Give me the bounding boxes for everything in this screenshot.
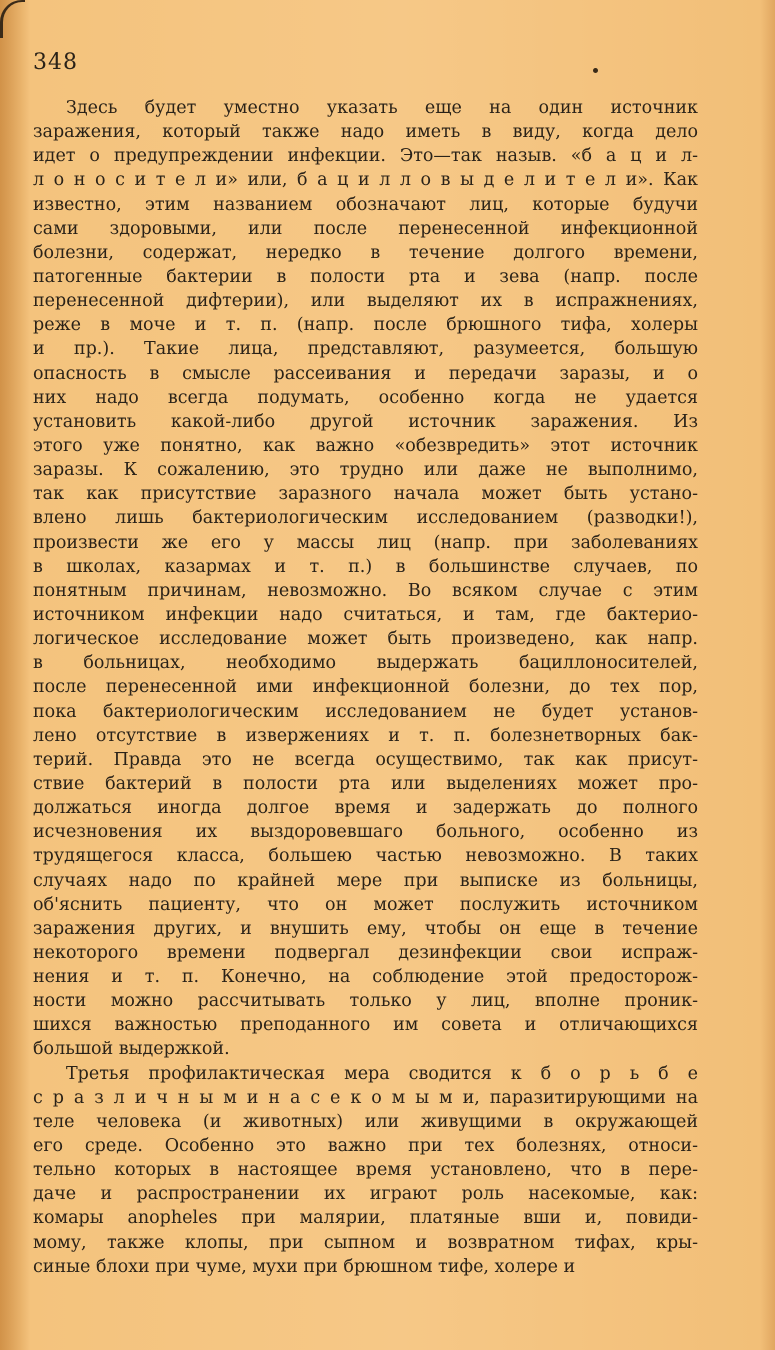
text-line: перенесенной дифтерии), или выделяют их в испражнениях, — [33, 291, 698, 312]
text-line: об'яснить пациенту, что он может послужить источником — [33, 894, 698, 915]
text-line: некоторого времени подвергал дезинфекции свои испраж- — [33, 942, 698, 963]
text-line: сами здоровыми, или после перенесенной инфекционной — [33, 218, 698, 239]
text-line: заражения, который также надо иметь в виду, когда дело — [33, 122, 698, 143]
text-line: исчезновения их выздоровевшаго больного, особенно из — [33, 822, 698, 843]
text-line: случаях надо по крайней мере при выписке из больницы, — [33, 870, 698, 891]
text-line: теле человека (и животных) или живущими в окружающей — [33, 1111, 698, 1132]
page-edge-shadow — [0, 0, 30, 1350]
text-line: его среде. Особенно это важно при тех болезнях, относи- — [33, 1136, 698, 1157]
text-line: нения и т. п. Конечно, на соблюдение этой предосторож- — [33, 967, 698, 988]
text-line: идет о предупреждении инфекции. Это—так назыв. «б а ц и л- — [33, 146, 698, 167]
body-text — [33, 96, 698, 1279]
text-line: тельно которых в настоящее время установлено, что в пере- — [33, 1160, 698, 1181]
text-line: ствие бактерий в полости рта или выделениях может про- — [33, 773, 698, 794]
text-line: трудящегося класса, большею частью невозможно. В таких — [33, 846, 698, 867]
text-line: с р а з л и ч н ы м и н а с е к о м ы м и, паразитирующими на — [33, 1087, 698, 1108]
text-line: заражения других, и внушить ему, чтобы он еще в течение — [33, 918, 698, 939]
text-line: комары anopheles при малярии, платяные вши и, повиди- — [33, 1208, 698, 1229]
text-line: источником инфекции надо считаться, и там, где бактерио- — [33, 604, 698, 625]
text-line: шихся важностью преподанного им совета и отличающихся — [33, 1015, 698, 1036]
text-line: пока бактериологическим исследованием не будет установ- — [33, 701, 698, 722]
text-line: произвести же его у массы лиц (напр. при заболеваниях — [33, 532, 698, 553]
text-line: влено лишь бактериологическим исследованием (разводки!), — [33, 508, 698, 529]
text-line: после перенесенной ими инфекционной болезни, до тех пор, — [33, 677, 698, 698]
text-line: л о н о с и т е л и» или, б а ц и л л о в ы д е л и т е л и». Как — [33, 170, 698, 191]
text-line: и пр.). Такие лица, представляют, разумеется, большую — [33, 339, 698, 360]
text-line: большой выдержкой. — [33, 1039, 230, 1060]
text-line: в школах, казармах и т. п.) в большинстве случаев, по — [33, 556, 698, 577]
text-line: понятным причинам, невозможно. Во всяком случае с этим — [33, 580, 698, 601]
text-line: этого уже понятно, как важно «обезвредить» этот источник — [33, 435, 698, 456]
text-line: мому, также клопы, при сыпном и возвратном тифах, кры- — [33, 1232, 698, 1253]
text-line: должаться иногда долгое время и задержать до полного — [33, 798, 698, 819]
text-line: болезни, содержат, нередко в течение долгого времени, — [33, 242, 698, 263]
text-line: терий. Правда это не всегда осуществимо, так как присут- — [33, 749, 698, 770]
text-line: лено отсутствие в извержениях и т. п. болезнетворных бак- — [33, 725, 698, 746]
text-line: опасность в смысле рассеивания и передачи заразы, и о — [33, 363, 698, 384]
text-line: Третья профилактическая мера сводится к б о р ь б е — [66, 1063, 698, 1084]
text-line: ности можно рассчитывать только у лиц, вполне проник- — [33, 991, 698, 1012]
text-line: даче и распространении их играют роль насекомые, как: — [33, 1184, 698, 1205]
ink-speck — [593, 68, 598, 73]
paragraph-2 — [33, 1062, 698, 1279]
text-line: установить какой-либо другой источник заражения. Из — [33, 411, 698, 432]
text-line: синые блохи при чуме, мухи при брюшном тифе, холере и — [33, 1256, 576, 1277]
text-line: логическое исследование может быть произведено, как напр. — [33, 629, 698, 650]
text-line: известно, этим названием обозначают лиц, которые будучи — [33, 194, 698, 215]
text-line: в больницах, необходимо выдержать бациллоносителей, — [33, 653, 698, 674]
text-line: Здесь будет уместно указать еще на один источник — [66, 98, 698, 118]
text-line: реже в моче и т. п. (напр. после брюшного тифа, холеры — [33, 315, 698, 336]
text-line: заразы. К сожалению, это трудно или даже не выполнимо, — [33, 460, 698, 481]
text-line: них надо всегда подумать, особенно когда не удается — [33, 387, 698, 408]
text-line: патогенные бактерии в полости рта и зева (напр. после — [33, 266, 698, 287]
page-number: 348 — [33, 50, 78, 75]
text-line: так как присутствие заразного начала может быть устано- — [33, 484, 698, 505]
paragraph-1 — [33, 96, 698, 1062]
